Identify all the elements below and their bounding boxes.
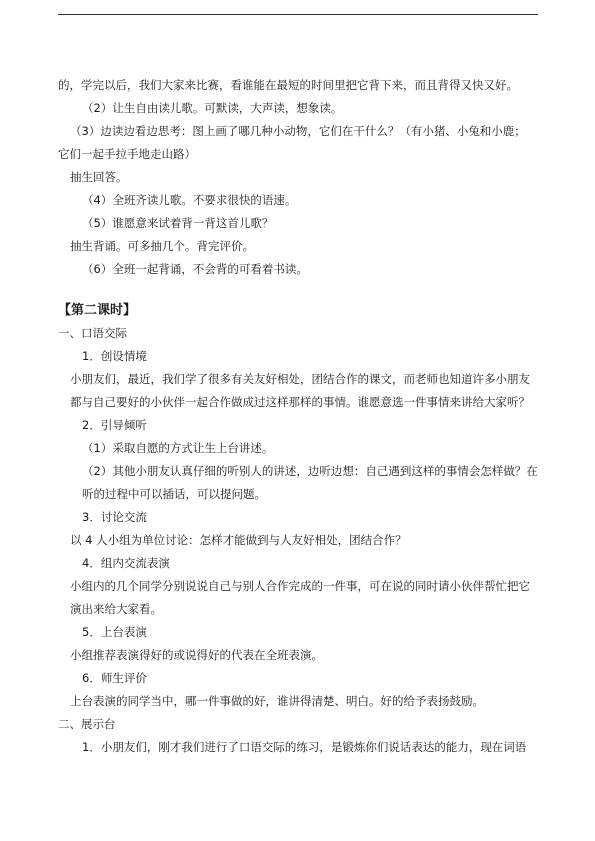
paragraph-line: 1．小朋友们，刚才我们进行了口语交际的练习，是锻炼你们说话表达的能力，现在词语 xyxy=(82,740,527,754)
paragraph-line: 它们一起手拉手地走山路） xyxy=(58,147,196,161)
paragraph-line: 抽生回答。 xyxy=(70,170,128,184)
section-title: 【第二课时】 xyxy=(58,303,137,318)
paragraph: 小组内的几个同学分别说说自己与别人合作完成的一件事，可在说的同时请小伙伴帮忙把它演出来给大家看。 xyxy=(70,579,530,616)
section-gap xyxy=(58,281,538,299)
paragraph-line: 上台表演的同学当中，哪一件事做的好，谁讲得清楚、明白。好的给予表扬鼓励。 xyxy=(70,694,484,708)
subsection-heading: 4．组内交流表演 xyxy=(82,556,170,570)
paragraph-line: （3）边读边看边思考：图上画了哪几种小动物，它们在干什么？（有小猪、小兔和小鹿； xyxy=(70,124,526,138)
paragraph-line: （6）全班一起背诵，不会背的可看着书读。 xyxy=(82,262,308,276)
paragraph-line: 的，学完以后，我们大家来比赛，看谁能在最短的时间里把它背下来，而且背得又快又好。 xyxy=(58,78,518,92)
paragraph: （2）其他小朋友认真仔细的听别人的讲述，边听边想：自己遇到这样的事情会怎样做？在听的过程中可以插话，可以提问题。 xyxy=(82,464,538,501)
paragraph-line: 小组推荐表演得好的或说得好的代表在全班表演。 xyxy=(70,648,323,662)
document-body xyxy=(58,74,538,759)
paragraph-line: （1）采取自愿的方式让生上台讲述。 xyxy=(82,441,274,455)
paragraph-line: （4）全班齐读儿歌。不要求很快的语速。 xyxy=(82,193,297,207)
paragraph: 小朋友们，最近，我们学了很多有关友好相处，团结合作的课文，而老师也知道许多小朋友都与自己要好的小伙伴一起合作做成过这样那样的事情。谁愿意选一件事情来讲给大家听？ xyxy=(70,372,530,409)
paragraph-line: （5）谁愿意来试着背一背这首儿歌？ xyxy=(82,216,274,230)
subsection-heading: 1．创设情境 xyxy=(82,349,147,363)
paragraph-line: 抽生背诵。可多抽几个。背完评价。 xyxy=(70,239,254,253)
part-heading: 一、口语交际 xyxy=(58,326,127,340)
subsection-heading: 5．上台表演 xyxy=(82,625,147,639)
paragraph-line: （2）让生自由读儿歌。可默读，大声读，想象读。 xyxy=(82,101,343,115)
paragraph-line: 以 4 人小组为单位讨论：怎样才能做到与人友好相处，团结合作？ xyxy=(70,533,407,547)
part-heading: 二、展示台 xyxy=(58,717,116,731)
subsection-heading: 6．师生评价 xyxy=(82,671,147,685)
subsection-heading: 2．引导倾听 xyxy=(82,418,147,432)
header-rule xyxy=(58,14,538,15)
subsection-heading: 3．讨论交流 xyxy=(82,510,147,524)
